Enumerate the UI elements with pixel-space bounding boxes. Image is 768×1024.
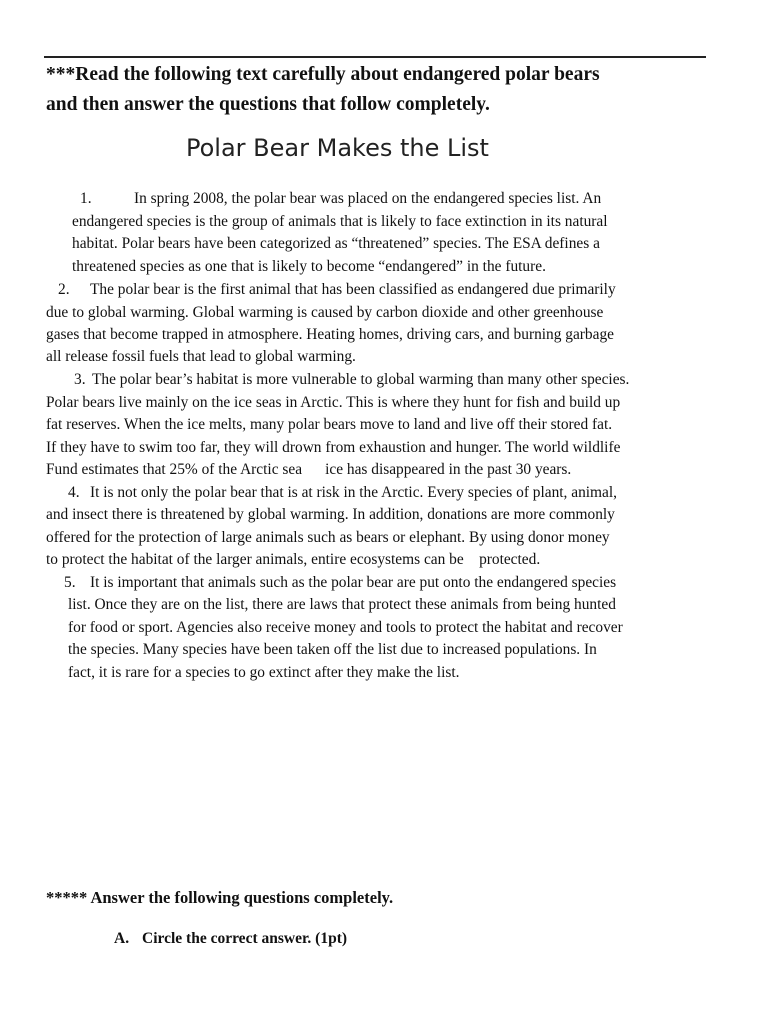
- paragraph-4-line: offered for the protection of large animals such as bears or elephant. By using donor money: [46, 529, 610, 546]
- answer-heading: ***** Answer the following questions completely.: [46, 888, 394, 907]
- paragraph-1-number: 1.: [80, 190, 92, 207]
- paragraph-1-line: threatened species as one that is likely to become “endangered” in the future.: [72, 258, 546, 275]
- paragraph-1-line: endangered species is the group of animals that is likely to face extinction in its natural: [72, 213, 608, 230]
- paragraph-5-line: for food or sport. Agencies also receive money and tools to protect the habitat and recover: [68, 619, 623, 636]
- paragraph-1-line: habitat. Polar bears have been categorized as “threatened” species. The ESA defines a: [72, 235, 600, 252]
- paragraph-5-line: fact, it is rare for a species to go extinct after they make the list.: [68, 664, 460, 681]
- paragraph-4-line: to protect the habitat of the larger animals, entire ecosystems can be protected.: [46, 551, 541, 568]
- paragraph-2-line: gases that become trapped in atmosphere. Heating homes, driving cars, and burning garbage: [46, 326, 614, 343]
- paragraph-3-line: fat reserves. When the ice melts, many polar bears move to land and live off their stored fat.: [46, 416, 613, 433]
- paragraph-3-number: 3.: [74, 371, 86, 388]
- instructions: [46, 60, 726, 120]
- paragraph-2-number: 2.: [58, 281, 70, 298]
- instructions-line-2: and then answer the questions that follow completely.: [46, 94, 490, 115]
- paragraph-4-line: It is not only the polar bear that is at risk in the Arctic. Every species of plant, animal,: [90, 484, 617, 501]
- instructions-line-1: ***Read the following text carefully about endangered polar bears: [46, 64, 600, 85]
- question-a-label: A.: [114, 930, 130, 947]
- paragraph-5-number: 5.: [64, 574, 76, 591]
- paragraph-1-line: In spring 2008, the polar bear was placed on the endangered species list. An: [134, 190, 602, 207]
- top-rule: [44, 56, 706, 58]
- paragraph-2-line: The polar bear is the first animal that has been classified as endangered due primarily: [90, 281, 616, 298]
- paragraph-3-line: Polar bears live mainly on the ice seas in Arctic. This is where they hunt for fish and build up: [46, 394, 621, 411]
- paragraph-3-line: The polar bear’s habitat is more vulnerable to global warming than many other species.: [92, 371, 630, 388]
- question-a-text: Circle the correct answer. (1pt): [142, 930, 348, 947]
- paragraph-2-line: due to global warming. Global warming is caused by carbon dioxide and other greenhouse: [46, 304, 604, 321]
- paragraph-4-line: and insect there is threatened by global warming. In addition, donations are more commonly: [46, 506, 615, 523]
- paragraph-3-line: Fund estimates that 25% of the Arctic sea ice has disappeared in the past 30 years.: [46, 461, 572, 478]
- question-a: [114, 930, 347, 948]
- paragraph-5-line: list. Once they are on the list, there are laws that protect these animals from being hunted: [68, 596, 616, 613]
- paragraph-2-line: all release fossil fuels that lead to global warming.: [46, 348, 356, 365]
- paragraph-4-number: 4.: [68, 484, 80, 501]
- article-title: Polar Bear Makes the List: [186, 134, 489, 162]
- paragraph-5-line: the species. Many species have been taken off the list due to increased populations. In: [68, 641, 597, 658]
- paragraph-5-line: It is important that animals such as the polar bear are put onto the endangered species: [90, 574, 617, 591]
- paragraph-3-line: If they have to swim too far, they will drown from exhaustion and hunger. The world wildlife: [46, 439, 621, 456]
